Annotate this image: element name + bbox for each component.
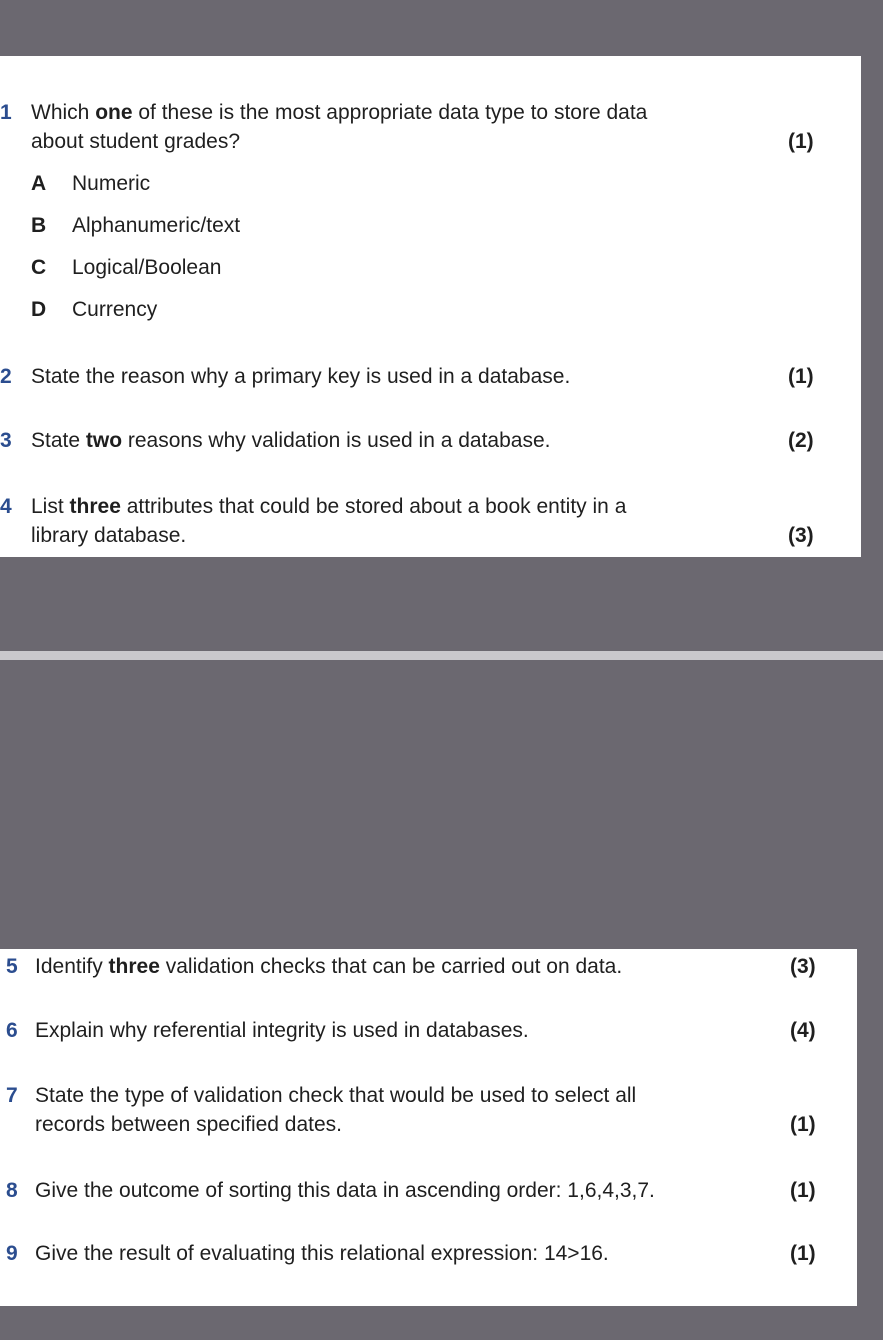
- question-8: [0, 1177, 857, 1207]
- marks-label: (1): [790, 1179, 816, 1202]
- option-letter: A: [31, 172, 47, 195]
- question-text: Give the outcome of sorting this data in ascending order: 1,6,4,3,7.: [35, 1179, 655, 1202]
- question-5: [0, 953, 857, 983]
- question-number: 5: [6, 955, 18, 978]
- question-text: Identify three validation checks that can be carried out on data.: [35, 955, 623, 978]
- question-text: State the reason why a primary key is used in a database.: [31, 365, 571, 388]
- marks-label: (1): [788, 365, 814, 388]
- option-letter: D: [31, 298, 47, 321]
- option-letter: C: [31, 256, 47, 279]
- marks-label: (1): [790, 1242, 816, 1265]
- question-7: [0, 1082, 857, 1142]
- question-text: Give the result of evaluating this relational expression: 14>16.: [35, 1242, 609, 1265]
- question-3: [0, 427, 861, 457]
- question-6: [0, 1017, 857, 1047]
- question-4: [0, 493, 861, 553]
- question-number: 9: [6, 1242, 18, 1265]
- option-text: Alphanumeric/text: [72, 214, 241, 237]
- marks-label: (3): [788, 524, 814, 547]
- option-text: Numeric: [72, 172, 151, 195]
- question-text-line2: records between specified dates.: [35, 1113, 343, 1136]
- question-2: [0, 363, 861, 393]
- question-text-line2: library database.: [31, 524, 187, 547]
- question-1: [0, 99, 861, 159]
- question-text: State the type of validation check that would be used to select all: [35, 1084, 637, 1107]
- question-number: 7: [6, 1084, 18, 1107]
- question-number: 8: [6, 1179, 18, 1202]
- question-panel-bottom: [0, 949, 857, 1306]
- question-number: 4: [0, 495, 12, 518]
- question-9: [0, 1240, 857, 1270]
- question-text: Which one of these is the most appropriate data type to store data: [31, 101, 648, 124]
- marks-label: (4): [790, 1019, 816, 1042]
- question-number: 6: [6, 1019, 18, 1042]
- question-number: 2: [0, 365, 12, 388]
- marks-label: (1): [788, 130, 814, 153]
- question-number: 1: [0, 101, 12, 124]
- marks-label: (1): [790, 1113, 816, 1136]
- page-divider: [0, 651, 883, 660]
- question-text: State two reasons why validation is used in a database.: [31, 429, 551, 452]
- marks-label: (3): [790, 955, 816, 978]
- question-text-line2: about student grades?: [31, 130, 240, 153]
- question-panel-top: [0, 56, 861, 557]
- option-text: Logical/Boolean: [72, 256, 222, 279]
- option-letter: B: [31, 214, 47, 237]
- question-text: List three attributes that could be stored about a book entity in a: [31, 495, 627, 518]
- question-number: 3: [0, 429, 12, 452]
- marks-label: (2): [788, 429, 814, 452]
- option-text: Currency: [72, 298, 158, 321]
- question-text: Explain why referential integrity is used in databases.: [35, 1019, 529, 1042]
